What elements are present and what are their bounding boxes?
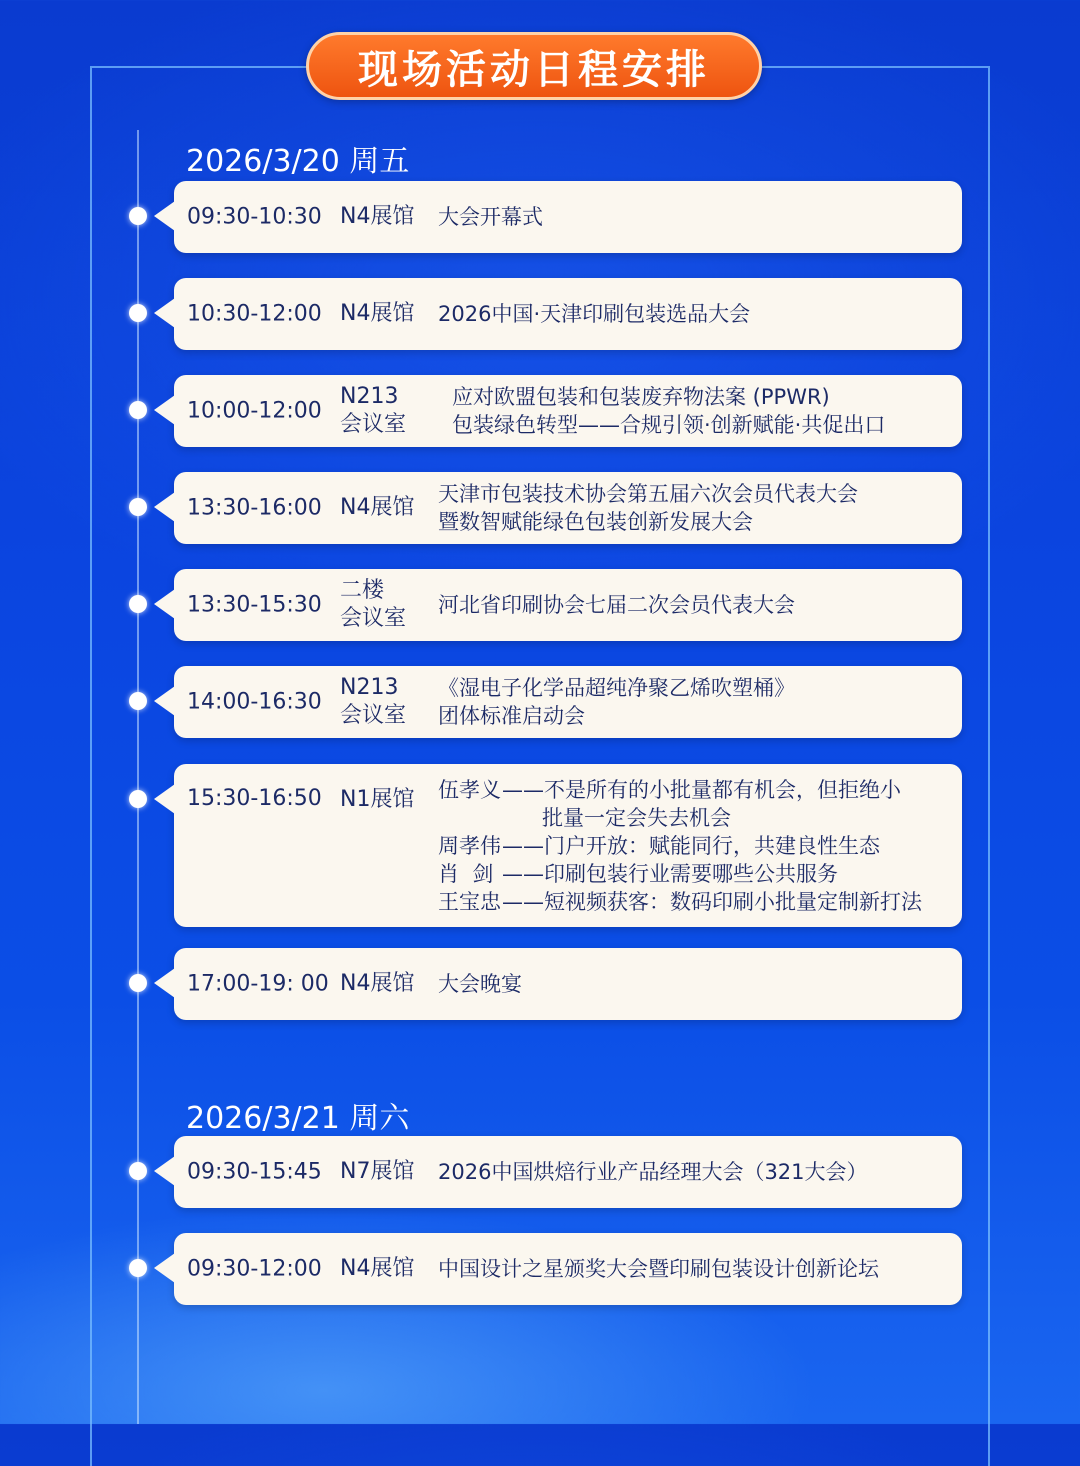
event-title: 2026中国烘焙行业产品经理大会（321大会） xyxy=(438,1160,868,1184)
event-title: 中国设计之星颁奖大会暨印刷包装设计创新论坛 xyxy=(438,1257,879,1281)
schedule-card xyxy=(174,1136,962,1208)
event-venue: N1展馆 xyxy=(340,787,415,812)
page-title: 现场活动日程安排 xyxy=(306,32,762,100)
talk-item xyxy=(438,888,922,916)
event-time: 14:00-16:30 xyxy=(187,689,322,715)
talk-topic-continued: 批量一定会失去机会 xyxy=(542,806,731,830)
timeline-dot xyxy=(129,692,147,710)
event-venue: 二楼 会议室 xyxy=(340,578,407,631)
talk-speaker: 伍孝义 xyxy=(438,778,501,802)
talk-item xyxy=(438,776,922,832)
timeline-dot xyxy=(129,974,147,992)
event-time: 09:30-12:00 xyxy=(187,1256,322,1282)
event-title: 《湿电子化学品超纯净聚乙烯吹塑桶》 团体标准启动会 xyxy=(438,676,795,728)
timeline-dot xyxy=(129,1162,147,1180)
event-venue: N7展馆 xyxy=(340,1159,415,1184)
event-time: 10:30-12:00 xyxy=(187,301,322,327)
event-time: 13:30-16:00 xyxy=(187,495,322,521)
talk-list xyxy=(438,776,922,916)
schedule-card xyxy=(174,375,962,447)
event-title: 大会晚宴 xyxy=(438,972,522,996)
event-title: 大会开幕式 xyxy=(438,205,543,229)
event-time: 17:00-19: 00 xyxy=(187,971,329,997)
talk-item xyxy=(438,832,922,860)
timeline-dot xyxy=(129,304,147,322)
event-time: 09:30-15:45 xyxy=(187,1159,322,1185)
schedule-card xyxy=(174,181,962,253)
timeline-dot xyxy=(129,207,147,225)
event-venue: N4展馆 xyxy=(340,971,415,996)
timeline-dot xyxy=(129,498,147,516)
event-venue: N4展馆 xyxy=(340,1256,415,1281)
event-title: 应对欧盟包装和包装废弃物法案 (PPWR) 包装绿色转型——合规引领·创新赋能·共促出口 xyxy=(452,385,886,437)
talk-speaker: 周孝伟 xyxy=(438,834,501,858)
schedule-card xyxy=(174,278,962,350)
timeline-dot xyxy=(129,401,147,419)
event-venue: N4展馆 xyxy=(340,301,415,326)
date-heading-day2: 2026/3/21 周六 xyxy=(186,1101,410,1136)
event-venue: N213 会议室 xyxy=(340,384,407,437)
event-title: 天津市包装技术协会第五届六次会员代表大会 暨数智赋能绿色包装创新发展大会 xyxy=(438,482,858,534)
timeline-dot xyxy=(129,595,147,613)
event-venue: N213 会议室 xyxy=(340,675,407,728)
talk-item xyxy=(438,860,922,888)
event-time: 13:30-15:30 xyxy=(187,592,322,618)
event-title: 河北省印刷协会七届二次会员代表大会 xyxy=(438,593,795,617)
talk-speaker: 王宝忠 xyxy=(438,890,501,914)
timeline-line xyxy=(137,130,139,1424)
event-time: 10:00-12:00 xyxy=(187,398,322,424)
schedule-card xyxy=(174,569,962,641)
event-title: 2026中国·天津印刷包装选品大会 xyxy=(438,302,751,326)
timeline-dot xyxy=(129,790,147,808)
schedule-card xyxy=(174,764,962,927)
talk-topic: ——不是所有的小批量都有机会，但拒绝小 xyxy=(502,778,901,802)
schedule-card xyxy=(174,666,962,738)
talk-topic: ——门户开放：赋能同行，共建良性生态 xyxy=(502,834,880,858)
event-time: 15:30-16:50 xyxy=(187,786,322,811)
talk-speaker: 肖 剑 xyxy=(438,862,494,886)
schedule-card xyxy=(174,472,962,544)
schedule-card xyxy=(174,948,962,1020)
event-venue: N4展馆 xyxy=(340,204,415,229)
schedule-card xyxy=(174,1233,962,1305)
talk-topic: ——短视频获客：数码印刷小批量定制新打法 xyxy=(502,890,922,914)
date-heading-day1: 2026/3/20 周五 xyxy=(186,144,410,179)
talk-topic: ——印刷包装行业需要哪些公共服务 xyxy=(502,862,838,886)
timeline-dot xyxy=(129,1259,147,1277)
event-venue: N4展馆 xyxy=(340,495,415,520)
event-time: 09:30-10:30 xyxy=(187,204,322,230)
